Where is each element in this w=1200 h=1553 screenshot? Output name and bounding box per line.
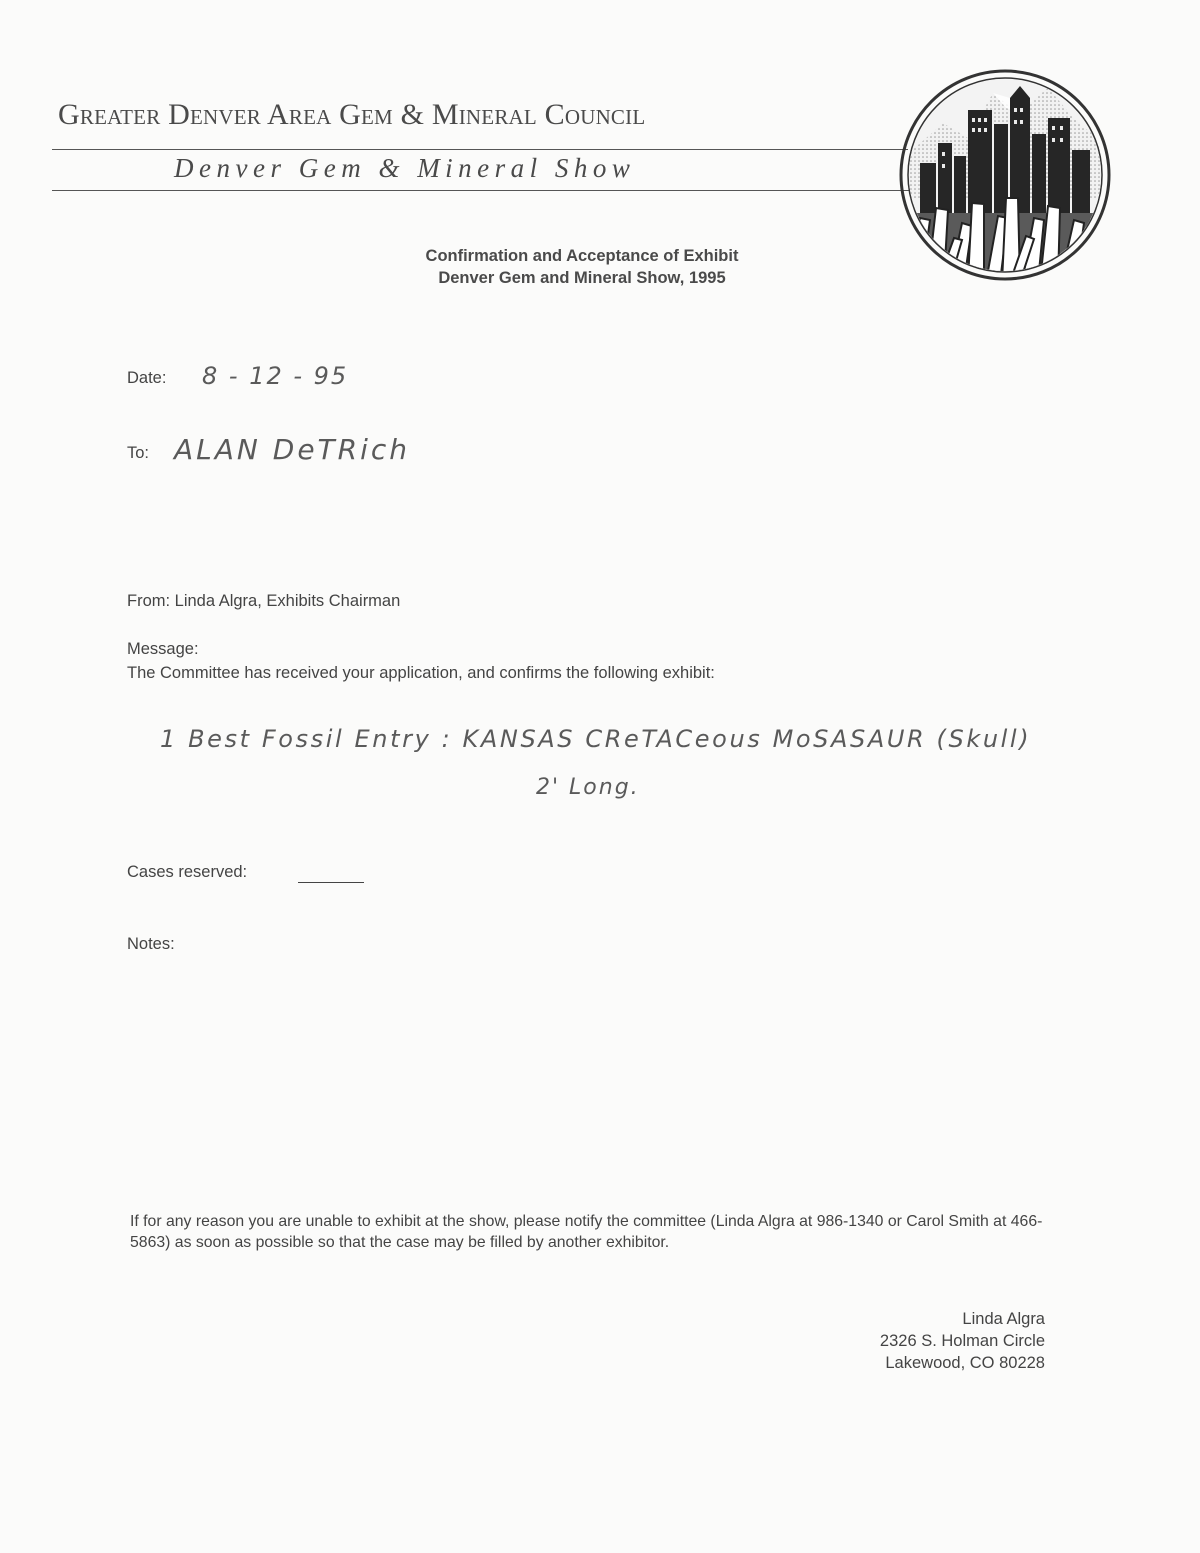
return-address xyxy=(760,1308,1045,1374)
denver-skyline-crystals-seal-icon xyxy=(898,68,1112,282)
cases-reserved-label: Cases reserved: xyxy=(127,863,248,881)
address-street: 2326 S. Holman Circle xyxy=(879,1332,1045,1350)
exhibit-description-line-1: 1 Best Fossil Entry : KANSAS CReTACeous MoSASAUR (Skull) xyxy=(160,725,1032,753)
heading-line-1: Confirmation and Acceptance of Exhibit xyxy=(425,247,739,265)
header-rule-top xyxy=(52,149,908,150)
show-name: Denver Gem & Mineral Show xyxy=(174,153,636,183)
header-rule-bottom xyxy=(52,190,910,191)
heading-line-2: Denver Gem and Mineral Show, 1995 xyxy=(438,269,726,287)
organization-title: Greater Denver Area Gem & Mineral Council xyxy=(58,98,646,131)
message-text: The Committee has received your application, and confirms the following exhibit: xyxy=(127,664,715,682)
address-city: Lakewood, CO 80228 xyxy=(885,1354,1045,1372)
exhibit-description-line-2: 2' Long. xyxy=(536,775,640,800)
cases-reserved-blank xyxy=(298,882,364,883)
to-label: To: xyxy=(127,444,150,462)
closing-paragraph: If for any reason you are unable to exhibit at the show, please notify the committee (Linda Algra at 986-1340 or Carol Smith at 466-5863) as soon as possible so that the case may be filled by another exhibitor. xyxy=(130,1213,1043,1251)
document-heading xyxy=(352,245,812,289)
address-name: Linda Algra xyxy=(962,1310,1045,1328)
to-value: ALAN DeTRich xyxy=(174,433,411,466)
message-label: Message: xyxy=(127,640,199,658)
notes-label: Notes: xyxy=(127,935,175,953)
date-label: Date: xyxy=(127,369,167,387)
date-value: 8 - 12 - 95 xyxy=(202,362,349,390)
from-line: From: Linda Algra, Exhibits Chairman xyxy=(127,592,401,610)
